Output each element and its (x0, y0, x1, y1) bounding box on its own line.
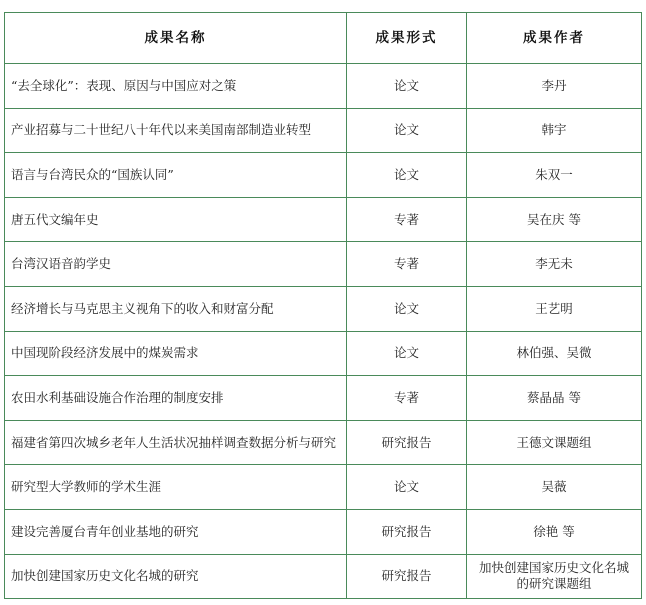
cell-form: 论文 (347, 64, 467, 109)
table-row (5, 108, 642, 153)
cell-name: 经济增长与马克思主义视角下的收入和财富分配 (5, 286, 347, 331)
cell-form: 研究报告 (347, 509, 467, 554)
cell-author: 王艺明 (467, 286, 642, 331)
cell-author: 加快创建国家历史文化名城的研究课题组 (467, 554, 642, 599)
cell-form: 论文 (347, 286, 467, 331)
cell-name: 产业招募与二十世纪八十年代以来美国南部制造业转型 (5, 108, 347, 153)
header-name: 成果名称 (5, 13, 347, 64)
cell-name: 建设完善厦台青年创业基地的研究 (5, 509, 347, 554)
table-row (5, 153, 642, 198)
cell-name: 台湾汉语音韵学史 (5, 242, 347, 287)
cell-author: 林伯强、吴微 (467, 331, 642, 376)
cell-author: 李丹 (467, 64, 642, 109)
cell-form: 论文 (347, 108, 467, 153)
cell-name: 唐五代文编年史 (5, 197, 347, 242)
cell-author: 韩宇 (467, 108, 642, 153)
cell-name: 研究型大学教师的学术生涯 (5, 465, 347, 510)
cell-form: 论文 (347, 331, 467, 376)
cell-name: 加快创建国家历史文化名城的研究 (5, 554, 347, 599)
table-row (5, 420, 642, 465)
cell-form: 论文 (347, 153, 467, 198)
cell-form: 专著 (347, 197, 467, 242)
cell-form: 专著 (347, 242, 467, 287)
cell-name: 中国现阶段经济发展中的煤炭需求 (5, 331, 347, 376)
cell-author: 吴在庆 等 (467, 197, 642, 242)
table-row (5, 554, 642, 599)
cell-form: 研究报告 (347, 420, 467, 465)
cell-author: 李无未 (467, 242, 642, 287)
cell-author: 朱双一 (467, 153, 642, 198)
cell-name: 福建省第四次城乡老年人生活状况抽样调查数据分析与研究 (5, 420, 347, 465)
cell-author: 吴薇 (467, 465, 642, 510)
header-author: 成果作者 (467, 13, 642, 64)
cell-name: 语言与台湾民众的“国族认同” (5, 153, 347, 198)
cell-name: “去全球化”：表现、原因与中国应对之策 (5, 64, 347, 109)
table-row (5, 376, 642, 421)
cell-form: 专著 (347, 376, 467, 421)
header-row (5, 13, 642, 64)
table-row (5, 286, 642, 331)
table-row (5, 242, 642, 287)
cell-name: 农田水利基础设施合作治理的制度安排 (5, 376, 347, 421)
cell-author: 王德文课题组 (467, 420, 642, 465)
cell-author: 徐艳 等 (467, 509, 642, 554)
table-row (5, 331, 642, 376)
table-row (5, 64, 642, 109)
cell-form: 论文 (347, 465, 467, 510)
table-row (5, 509, 642, 554)
header-form: 成果形式 (347, 13, 467, 64)
results-table (4, 12, 642, 599)
table-row (5, 197, 642, 242)
table-row (5, 465, 642, 510)
cell-form: 研究报告 (347, 554, 467, 599)
cell-author: 蔡晶晶 等 (467, 376, 642, 421)
